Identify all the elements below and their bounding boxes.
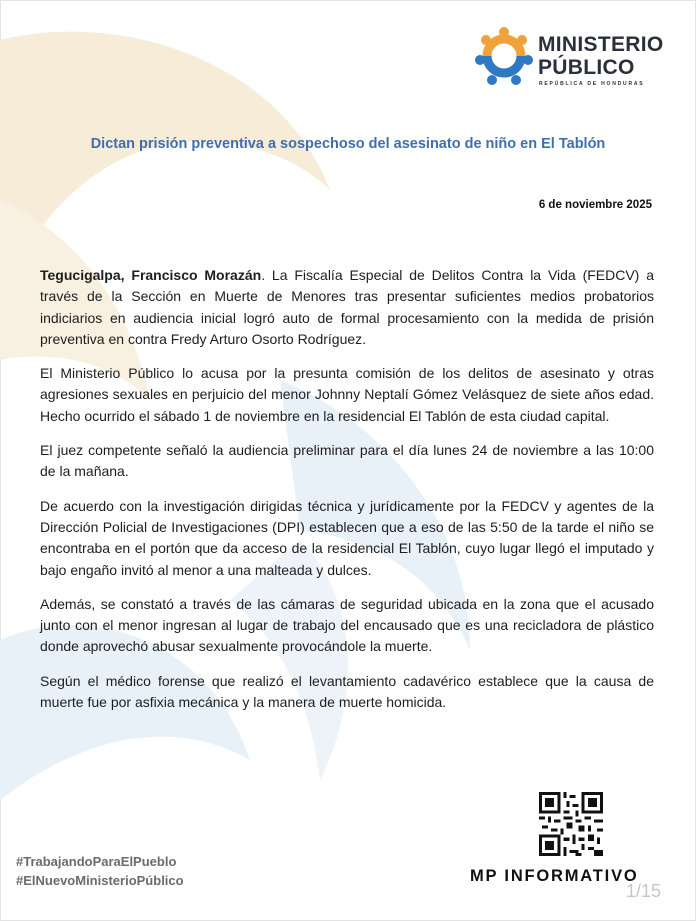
paragraph-4: De acuerdo con la investigación dirigidas técnica y jurídicamente por la FEDCV y agentes de la Dirección Policial de Investigaciones (DPI) establecen que a eso de las 5:50 de la tarde el niño se encontraba en el portón que da acceso de la residencial El Tablón, cuyo lugar llegó el imputado y bajo engaño invitó al menor a una malteada y dulces. <box>40 497 654 578</box>
hashtags <box>16 852 184 890</box>
ministerio-publico-logo <box>474 26 674 92</box>
dateline: Tegucigalpa, Francisco Morazán <box>40 267 262 283</box>
paragraph-1-text: . La Fiscalía Especial de Delitos Contra la Vida (FEDCV) a través de la Sección en Muerte de Menores tras presentar suficientes medios probatorios indiciarios en audiencia inicial logró auto de formal procesamiento con la medida de prisión preventiva en contra Fredy Arturo Osorto Rodríguez. <box>40 267 654 347</box>
hashtag-nuevo-ministerio: #ElNuevoMinisterioPúblico <box>16 873 184 888</box>
paragraph-6: Según el médico forense que realizó el levantamiento cadavérico establece que la causa de muerte fue por asfixia mecánica y la manera de muerte homicida. <box>40 672 654 711</box>
article-body <box>40 265 654 726</box>
logo-text-publico: PÚBLICO <box>538 56 635 79</box>
logo-emblem-icon <box>474 26 534 90</box>
logo-text-ministerio: MINISTERIO <box>538 33 664 56</box>
page-counter: 1/15 <box>626 881 662 901</box>
hashtag-trabajando: #TrabajandoParaElPueblo <box>16 854 177 869</box>
publication-date: 6 de noviembre 2025 <box>538 199 652 211</box>
qr-code-icon <box>539 792 603 856</box>
paragraph-3: El juez competente señaló la audiencia preliminar para el día lunes 24 de noviembre a las 10:00 de la mañana. <box>40 442 654 480</box>
paragraph-2: El Ministerio Público lo acusa por la presunta comisión de los delitos de asesinato y otras agresiones sexuales en perjuicio del menor Johnny Neptalí Gómez Velásquez de siete años edad. Hecho ocurrido el sábado 1 de noviembre en la residencial El Tablón de esta ciudad capital. <box>40 365 654 424</box>
mp-informativo-label: MP INFORMATIVO <box>470 867 639 885</box>
page-title: Dictan prisión preventiva a sospechoso del asesinato de niño en El Tablón <box>90 136 606 152</box>
paragraph-1 <box>40 265 654 350</box>
paragraph-5: Además, se constató a través de las cámaras de seguridad ubicada en la zona que el acusado junto con el menor ingresan al lugar de trabajo del encausado que es una recicladora de plástico donde aprovechó abusar sexualmente provocándole la muerte. <box>40 595 654 655</box>
logo-text-republica: REPÚBLICA DE HONDURAS <box>539 81 645 87</box>
